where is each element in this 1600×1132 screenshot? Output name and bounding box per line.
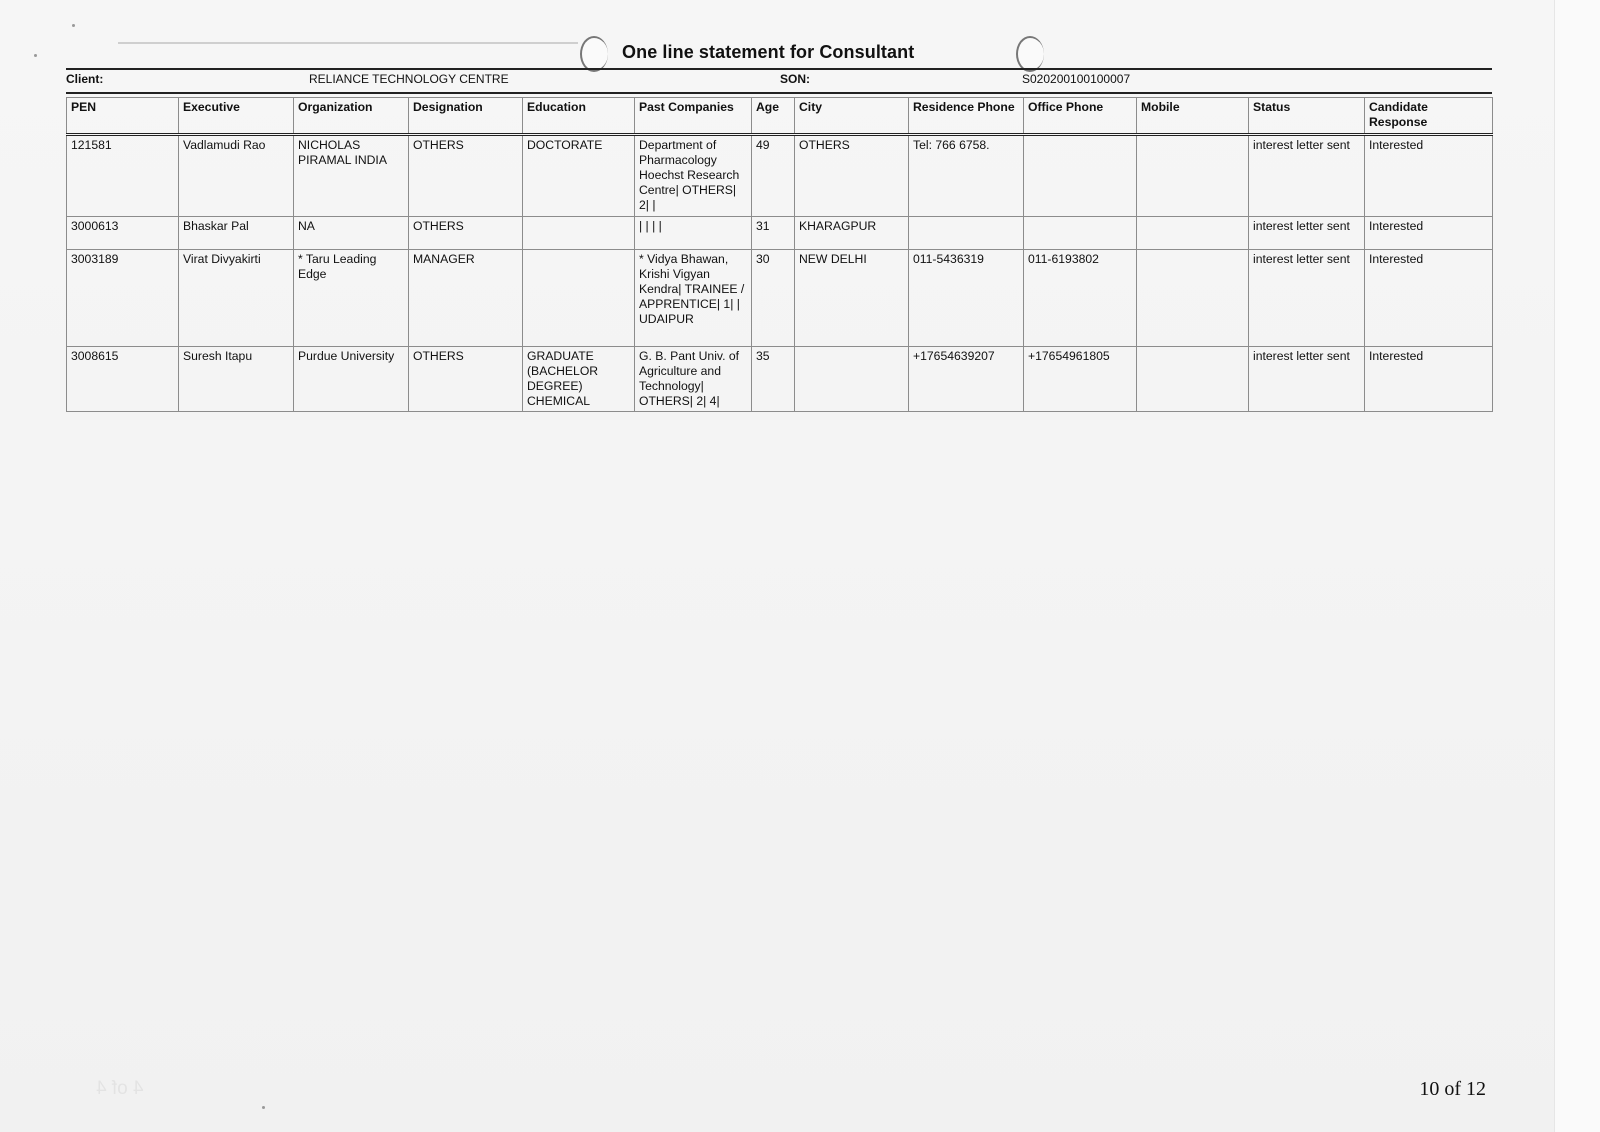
cell-status: interest letter sent (1249, 250, 1365, 347)
scan-speck (262, 1106, 265, 1109)
column-header-residence-phone: Residence Phone (909, 98, 1024, 135)
bleed-through-page-number: 4 of 4 (96, 1078, 144, 1099)
cell-pen: 3003189 (67, 250, 179, 347)
cell-status: interest letter sent (1249, 347, 1365, 412)
cell-age: 35 (752, 347, 795, 412)
scan-speck (72, 24, 75, 27)
scan-speck (34, 54, 37, 57)
cell-city: KHARAGPUR (795, 217, 909, 250)
column-header-city: City (795, 98, 909, 135)
son-value: S020200100100007 (1022, 72, 1131, 86)
cell-age: 30 (752, 250, 795, 347)
cell-pen: 121581 (67, 135, 179, 217)
cell-education (523, 217, 635, 250)
cell-executive: Suresh Itapu (179, 347, 294, 412)
cell-candidate-response: Interested (1365, 135, 1493, 217)
cell-education (523, 250, 635, 347)
records-table (66, 97, 1493, 412)
column-header-candidate-response: Candidate Response (1365, 98, 1493, 135)
cell-designation: OTHERS (409, 217, 523, 250)
table-row (67, 347, 1493, 412)
cell-mobile (1137, 217, 1249, 250)
column-header-education: Education (523, 98, 635, 135)
cell-city: NEW DELHI (795, 250, 909, 347)
header-top-rule (66, 68, 1492, 70)
column-header-executive: Executive (179, 98, 294, 135)
cell-organization: Purdue University (294, 347, 409, 412)
cell-designation: OTHERS (409, 135, 523, 217)
table-row (67, 217, 1493, 250)
cell-executive: Vadlamudi Rao (179, 135, 294, 217)
binder-hole-left (580, 36, 608, 72)
cell-executive: Bhaskar Pal (179, 217, 294, 250)
column-header-office-phone: Office Phone (1024, 98, 1137, 135)
cell-residence-phone: +17654639207 (909, 347, 1024, 412)
header-bottom-rule (66, 92, 1492, 94)
cell-candidate-response: Interested (1365, 217, 1493, 250)
cell-office-phone: +17654961805 (1024, 347, 1137, 412)
cell-age: 49 (752, 135, 795, 217)
cell-candidate-response: Interested (1365, 347, 1493, 412)
client-label: Client: (66, 72, 104, 86)
cell-status: interest letter sent (1249, 217, 1365, 250)
cell-past-companies: Department of Pharmacology Hoechst Research Centre| OTHERS| 2| | (635, 135, 752, 217)
cell-education: GRADUATE (BACHELOR DEGREE) CHEMICAL (523, 347, 635, 412)
faint-header-rule (118, 42, 578, 44)
column-header-past-companies: Past Companies (635, 98, 752, 135)
binder-hole-right (1016, 36, 1044, 72)
cell-city: OTHERS (795, 135, 909, 217)
cell-residence-phone: 011-5436319 (909, 250, 1024, 347)
document-title: One line statement for Consultant (622, 42, 915, 62)
cell-past-companies: * Vidya Bhawan, Krishi Vigyan Kendra| TRAINEE / APPRENTICE| 1| | UDAIPUR (635, 250, 752, 347)
cell-executive: Virat Divyakirti (179, 250, 294, 347)
cell-status: interest letter sent (1249, 135, 1365, 217)
cell-candidate-response: Interested (1365, 250, 1493, 347)
table-row (67, 250, 1493, 347)
cell-mobile (1137, 135, 1249, 217)
cell-designation: OTHERS (409, 347, 523, 412)
cell-mobile (1137, 347, 1249, 412)
cell-mobile (1137, 250, 1249, 347)
cell-age: 31 (752, 217, 795, 250)
column-header-organization: Organization (294, 98, 409, 135)
son-label: SON: (780, 72, 810, 86)
cell-office-phone (1024, 135, 1137, 217)
client-value: RELIANCE TECHNOLOGY CENTRE (309, 72, 509, 86)
column-header-status: Status (1249, 98, 1365, 135)
cell-pen: 3000613 (67, 217, 179, 250)
cell-past-companies: G. B. Pant Univ. of Agriculture and Technology| OTHERS| 2| 4| (635, 347, 752, 412)
column-header-pen: PEN (67, 98, 179, 135)
cell-education: DOCTORATE (523, 135, 635, 217)
column-header-age: Age (752, 98, 795, 135)
cell-past-companies: | | | | (635, 217, 752, 250)
scan-edge (1554, 0, 1600, 1132)
table-header-row (67, 98, 1493, 135)
cell-city (795, 347, 909, 412)
page-number: 10 of 12 (1419, 1078, 1486, 1100)
cell-residence-phone (909, 217, 1024, 250)
cell-pen: 3008615 (67, 347, 179, 412)
cell-organization: NA (294, 217, 409, 250)
cell-designation: MANAGER (409, 250, 523, 347)
column-header-mobile: Mobile (1137, 98, 1249, 135)
cell-organization: * Taru Leading Edge (294, 250, 409, 347)
cell-office-phone (1024, 217, 1137, 250)
table-row (67, 135, 1493, 217)
cell-organization: NICHOLAS PIRAMAL INDIA (294, 135, 409, 217)
cell-office-phone: 011-6193802 (1024, 250, 1137, 347)
column-header-designation: Designation (409, 98, 523, 135)
cell-residence-phone: Tel: 766 6758. (909, 135, 1024, 217)
